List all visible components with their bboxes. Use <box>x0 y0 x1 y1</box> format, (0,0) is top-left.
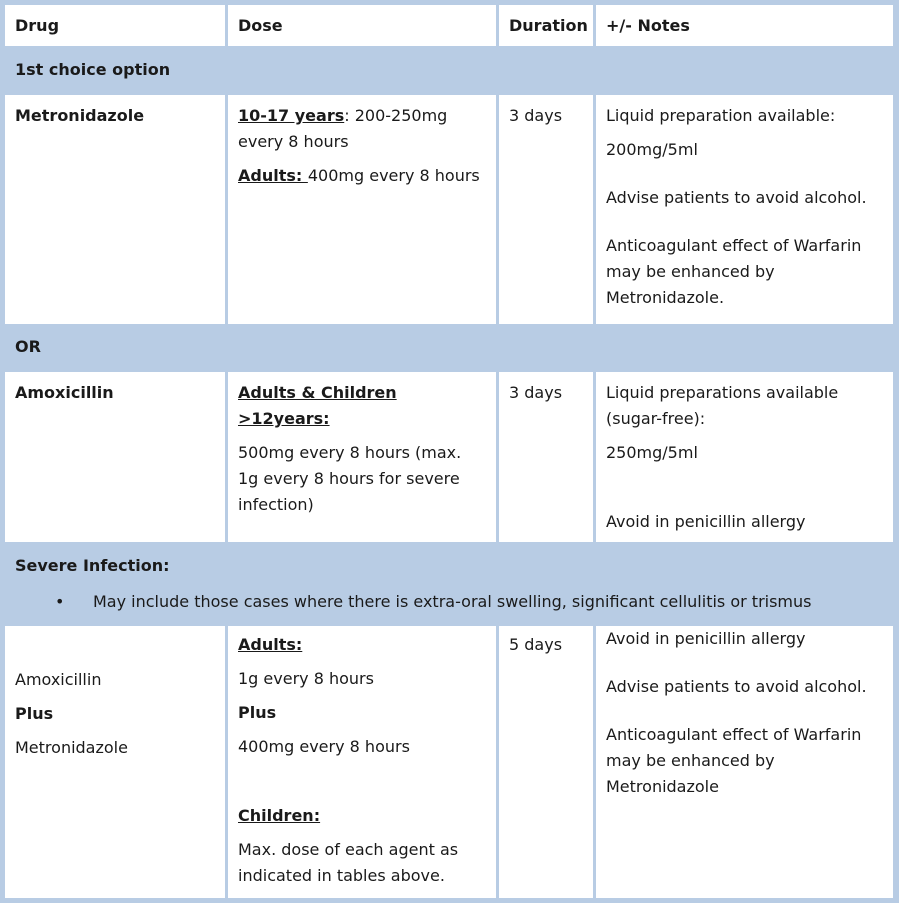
drug-combination <box>5 626 225 898</box>
header-duration: Duration <box>499 5 593 46</box>
section-first-choice: 1st choice option <box>15 60 171 79</box>
note-penicillin: Avoid in penicillin allergy <box>606 629 806 648</box>
dose-metronidazole <box>228 95 496 324</box>
duration-metronidazole: 3 days <box>499 95 593 324</box>
dose-amoxicillin <box>228 372 496 542</box>
note-concentration: 200mg/5ml <box>606 140 698 159</box>
dose-adult-line <box>238 163 486 189</box>
notes-amoxicillin <box>596 372 893 542</box>
severe-description: May include those cases where there is extra-oral swelling, significant cellulitis or trismus <box>93 592 812 611</box>
notes-metronidazole <box>596 95 893 324</box>
duration-combination: 5 days <box>499 626 593 898</box>
drug-metronidazole: Metronidazole <box>5 95 225 324</box>
dose-plus: Plus <box>238 703 277 722</box>
drug-amoxicillin: Amoxicillin <box>5 372 225 542</box>
note-concentration: 250mg/5ml <box>606 443 698 462</box>
note-liquid: Liquid preparations available (sugar-free): <box>606 383 839 428</box>
dose-children-text: Max. dose of each agent as indicated in tables above. <box>238 840 459 885</box>
combo-plus: Plus <box>15 704 54 723</box>
dose-age-label: 10-17 years <box>238 106 345 125</box>
dose-adult-text: 400mg every 8 hours <box>307 166 480 185</box>
note-warfarin: Anticoagulant effect of Warfarin may be enhanced by Metronidazole. <box>606 236 862 307</box>
note-alcohol: Advise patients to avoid alcohol. <box>606 677 867 696</box>
dose-adults-line2: 400mg every 8 hours <box>238 737 410 756</box>
dose-combination <box>228 626 496 898</box>
dose-adults-label: Adults: <box>238 635 303 654</box>
header-notes: +/- Notes <box>596 5 893 46</box>
note-penicillin: Avoid in penicillin allergy <box>606 512 806 531</box>
combo-drug2: Metronidazole <box>15 738 128 757</box>
severe-title: Severe Infection: <box>15 556 170 575</box>
note-warfarin: Anticoagulant effect of Warfarin may be enhanced by Metronidazole <box>606 725 862 796</box>
header-dose: Dose <box>228 5 496 46</box>
notes-combination <box>596 626 893 898</box>
dose-adults-line1: 1g every 8 hours <box>238 669 374 688</box>
duration-amoxicillin: 3 days <box>499 372 593 542</box>
dose-adult-label: Adults: <box>238 166 308 185</box>
dose-text: 500mg every 8 hours (max. 1g every 8 hours for severe infection) <box>238 443 462 514</box>
header-drug: Drug <box>5 5 225 46</box>
note-alcohol: Advise patients to avoid alcohol. <box>606 188 867 207</box>
bullet-icon: • <box>55 592 65 611</box>
dose-label: Adults & Children >12years: <box>238 383 397 428</box>
note-liquid: Liquid preparation available: <box>606 106 836 125</box>
dose-age-text: : 200-250mg every 8 hours <box>238 106 448 151</box>
dose-age-line <box>238 103 486 155</box>
dose-children-label: Children: <box>238 806 321 825</box>
section-severe-infection <box>5 553 893 621</box>
combo-drug1: Amoxicillin <box>15 670 102 689</box>
section-or: OR <box>15 337 41 356</box>
